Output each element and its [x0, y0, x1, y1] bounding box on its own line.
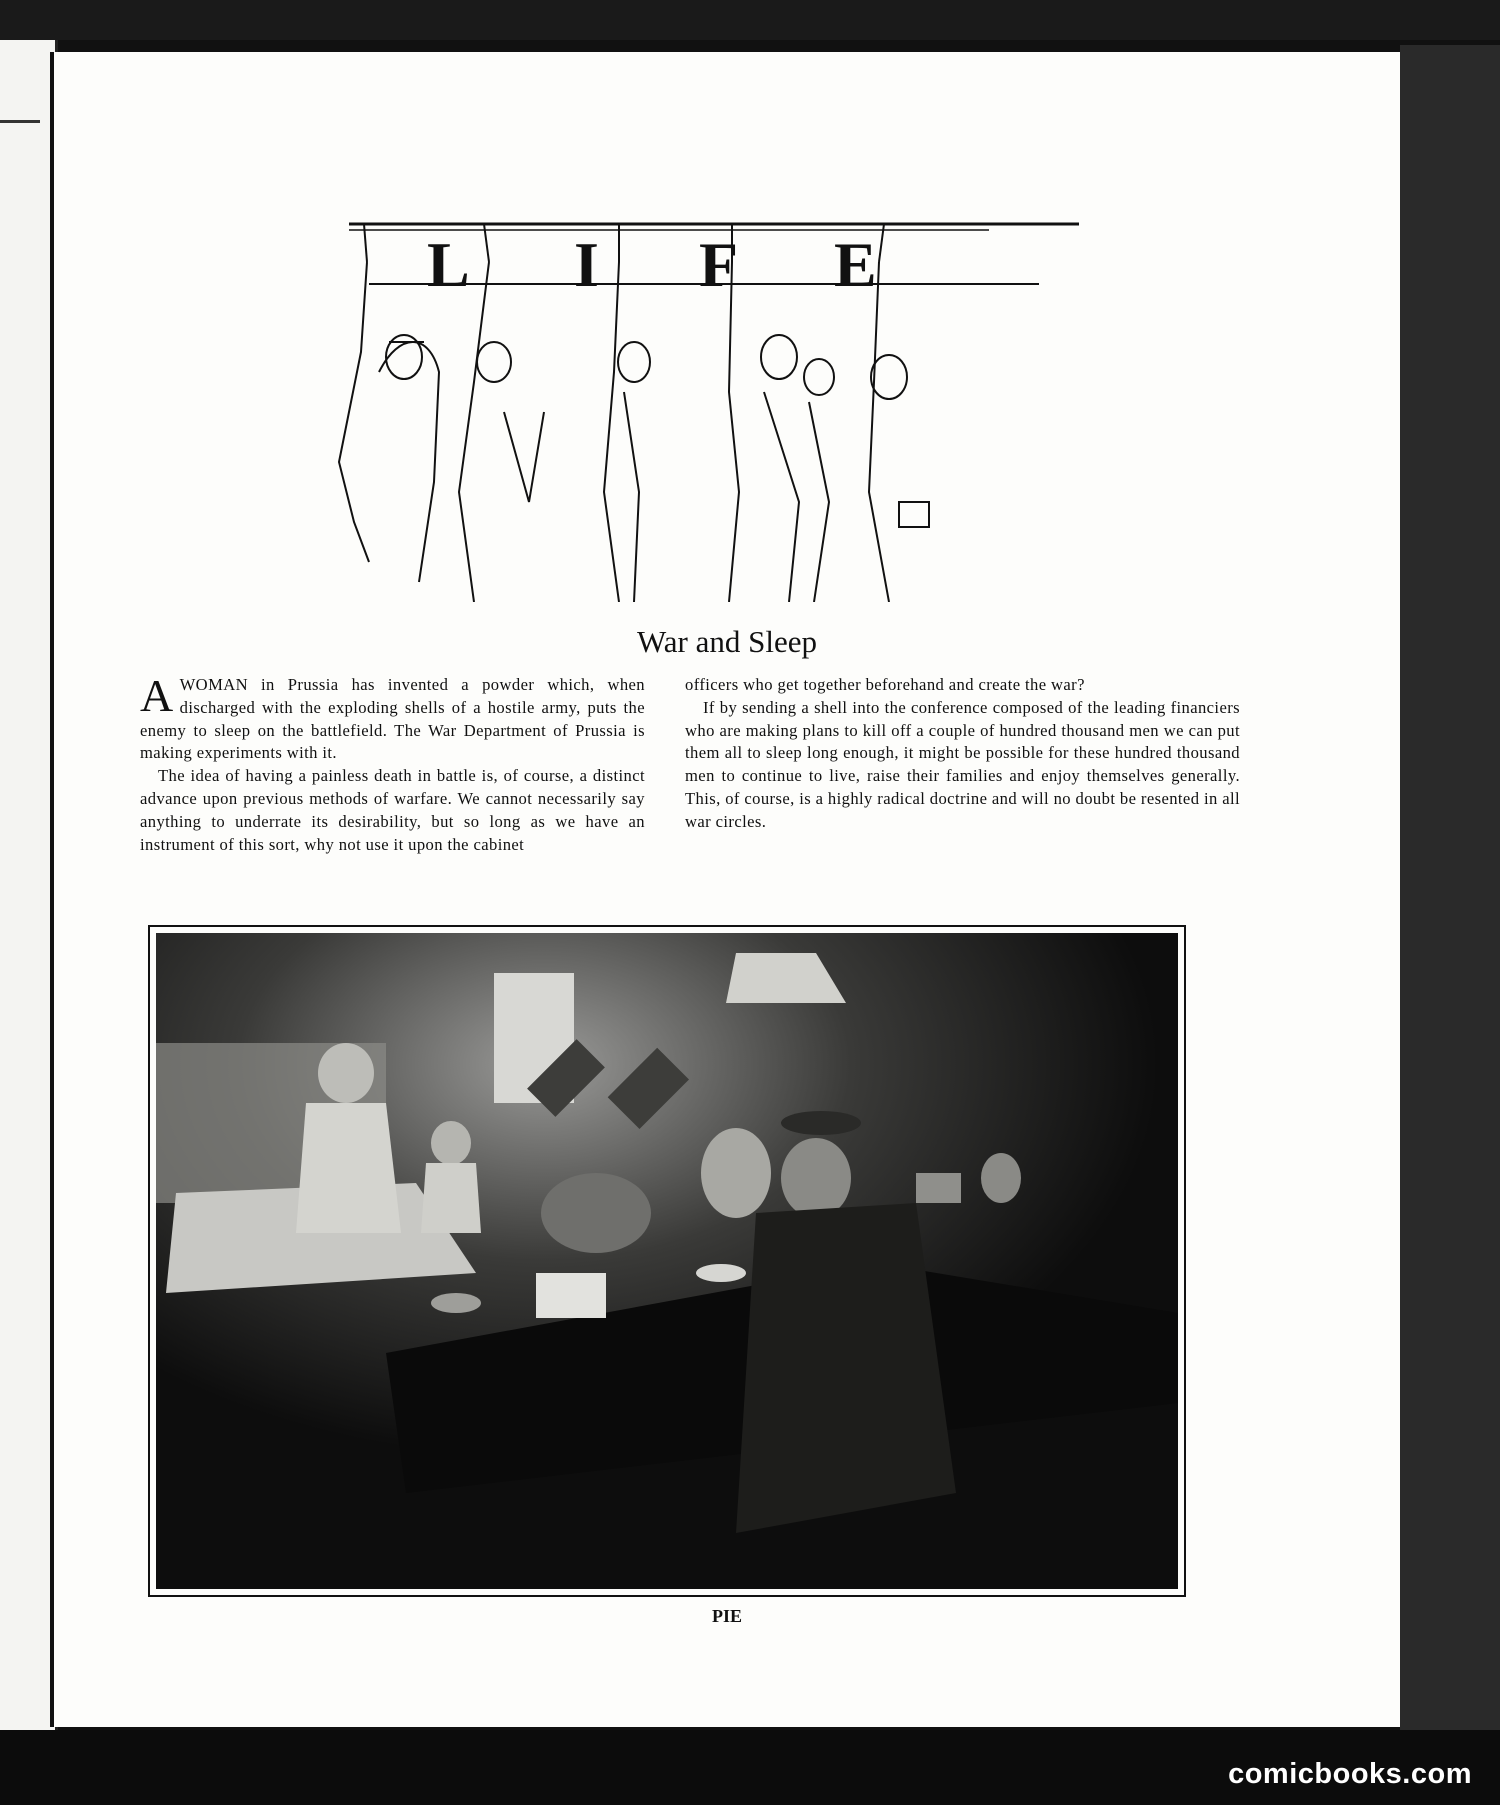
life-masthead-illustration — [299, 162, 1079, 602]
scan-border-top — [0, 0, 1500, 40]
article-paragraph-2-continued: officers who get together beforehand and create the war? — [685, 675, 1085, 694]
paragraph-1-text: WOMAN in Prussia has invented a powder which, when discharged with the exploding shells of a hostile army, puts the enemy to sleep on the battlefield. The War Department of Prussia is making experiments with it. — [140, 675, 645, 763]
masthead-letter-f: F — [699, 229, 739, 300]
woman-figure — [296, 1103, 401, 1233]
scan-border-right — [1400, 45, 1500, 1745]
masthead-letter-l: L — [427, 229, 470, 300]
article-paragraph-2: The idea of having a painless death in battle is, of course, a distinct advance upon previous methods of warfare. We cannot necessarily say anything to underrate its desirability, but so long as we have an instrument of this sort, why not use it upon the cabinet — [140, 766, 645, 854]
adjacent-page-rule — [0, 120, 40, 123]
child-figure — [421, 1163, 481, 1233]
scan-border-bottom — [0, 1730, 1500, 1805]
commuter-figures — [339, 262, 929, 602]
pitcher — [701, 1128, 771, 1218]
article-paragraph-1 — [140, 670, 645, 765]
site-watermark: comicbooks.com — [1228, 1758, 1472, 1790]
article-column-left — [140, 670, 645, 856]
pie-illustration — [156, 933, 1178, 1589]
pie-illustration-frame — [148, 925, 1186, 1597]
cake-dome — [541, 1173, 651, 1253]
illustration-caption: PIE — [711, 1606, 742, 1626]
article-column-right — [685, 674, 1240, 834]
masthead-letter-i: I — [574, 229, 599, 300]
article-title: War and Sleep — [637, 624, 817, 659]
masthead-letter-e: E — [834, 229, 877, 300]
article-paragraph-3: If by sending a shell into the conference composed of the leading financiers who are making plans to kill off a couple of hundred thousand men we can put them all to sleep long enough, it might be possible for these hundred thousand men to continue to live, raise their families and enjoy themselves generally. This, of course, is a highly radical doctrine and will no doubt be resented in all war circles. — [685, 697, 1240, 831]
magazine-page — [50, 52, 1400, 1727]
drop-cap: A — [140, 670, 174, 721]
man-head — [781, 1138, 851, 1218]
